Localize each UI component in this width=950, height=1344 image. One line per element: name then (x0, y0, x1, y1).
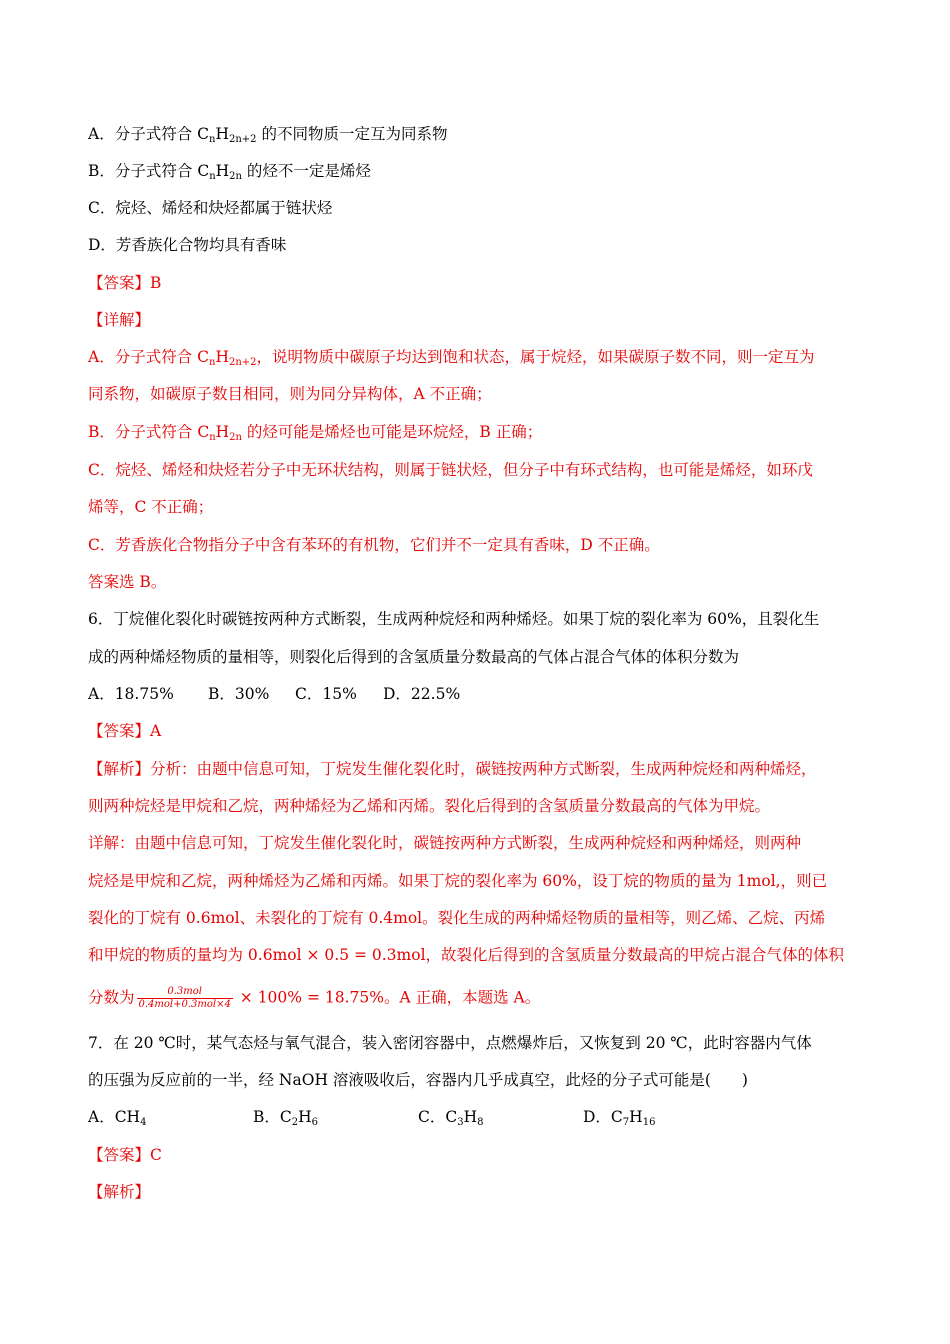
q6-answer: 【答案】A (88, 722, 162, 740)
q7-option-b: B．$C_2H_6$ (253, 1108, 319, 1128)
q5-option-b: B．分子式符合 $C_nH_{2n}$ 的烃不一定是烯烃 (88, 162, 371, 182)
q6-stem-line2: 成的两种烯烃物质的量相等，则裂化后得到的含氢质量分数最高的气体占混合气体的体积分数为 (88, 648, 740, 666)
q5-explanation-d: C．芳香族化合物指分子中含有苯环的有机物，它们并不一定具有香味，D 不正确。 (88, 536, 660, 554)
volume-fraction (137, 986, 233, 1011)
q5-conclusion: 答案选 B。 (88, 573, 167, 591)
q6-option-a: A．18.75% (88, 685, 174, 703)
q6-detail-line1: 详解：由题中信息可知，丁烷发生催化裂化时，碳链按两种方式断裂，生成两种烷烃和两种烯烃，则两种 (88, 834, 802, 852)
fraction-denominator: 0.4mol+0.3mol×4 (138, 999, 231, 1010)
q5-explanation-a-line2: 同系物，如碳原子数目相同，则为同分异构体，A 不正确； (88, 385, 492, 403)
fraction-numerator: 0.3mol (137, 986, 233, 999)
q5-option-d: D．芳香族化合物均具有香味 (88, 236, 287, 254)
q6-detail-line3: 裂化的丁烷有 0.6mol、未裂化的丁烷有 0.4mol。裂化生成的两种烯烃物质的量相等，则乙烯、乙烷、丙烯 (88, 909, 826, 927)
q6-analysis-line1: 【解析】分析：由题中信息可知，丁烷发生催化裂化时，碳链按两种方式断裂，生成两种烷烃和两种烯烃， (88, 760, 817, 778)
q7-option-c: C．$C_3H_8$ (418, 1108, 484, 1128)
q5-detail-label: 【详解】 (88, 311, 151, 329)
q5-option-c: C．烷烃、烯烃和炔烃都属于链状烃 (88, 199, 333, 217)
q5-explanation-b: B．分子式符合 $C_nH_{2n}$ 的烃可能是烯烃也可能是环烷烃，B 正确； (88, 423, 543, 443)
q6-detail-line2: 烷烃是甲烷和乙烷，两种烯烃为乙烯和丙烯。如果丁烷的裂化率为 60%，设丁烷的物质的量为 1mol,，则已 (88, 872, 828, 890)
q5-explanation-c-line2: 烯等，C 不正确； (88, 498, 214, 516)
q6-stem-line1: 6．丁烷催化裂化时碳链按两种方式断裂，生成两种烷烃和两种烯烃。如果丁烷的裂化率为 60%，且裂化生 (88, 610, 820, 628)
q6-analysis-line2: 则两种烷烃是甲烷和乙烷，两种烯烃为乙烯和丙烯。裂化后得到的含氢质量分数最高的气体为甲烷。 (88, 797, 771, 815)
q5-option-a: A．分子式符合 $C_nH_{2n+2}$ 的不同物质一定互为同系物 (88, 125, 448, 145)
q5-explanation-c-line1: C．烷烃、烯烃和炔烃若分子中无环状结构，则属于链状烃，但分子中有环式结构，也可能是烯烃，如环戊 (88, 461, 813, 479)
q7-option-d: D．$C_7H_{16}$ (583, 1108, 656, 1128)
q6-option-b: B．30% (208, 685, 270, 703)
q6-option-d: D．22.5% (383, 685, 461, 703)
q6-option-c: C．15% (295, 685, 357, 703)
q5-answer: 【答案】B (88, 274, 162, 292)
q7-stem-line2: 的压强为反应前的一半，经 NaOH 溶液吸收后，容器内几乎成真空，此烃的分子式可能是( ) (88, 1071, 748, 1089)
q7-answer: 【答案】C (88, 1146, 162, 1164)
q7-options (88, 1107, 868, 1127)
q5-explanation-a-line1: A．分子式符合 $C_nH_{2n+2}$，说明物质中碳原子均达到饱和状态，属于烷烃，如果碳原子数不同，则一定互为 (88, 348, 815, 368)
q6-analysis-label: 【解析】 (88, 760, 151, 778)
q7-option-a: A．$CH_4$ (88, 1108, 147, 1128)
q6-options (88, 684, 868, 704)
q6-detail-line4: 和甲烷的物质的量均为 0.6mol × 0.5 = 0.3mol，故裂化后得到的含氢质量分数最高的甲烷占混合气体的体积 (88, 946, 845, 964)
q7-stem-line1: 7．在 20 ℃时，某气态烃与氧气混合，装入密闭容器中，点燃爆炸后，又恢复到 20 ℃，此时容器内气体 (88, 1034, 812, 1052)
q6-detail-line5: 分数为 $\frac{\text{0.3mol}}{\text{0.4mol+0.3mol×4}}$ × 100% = 18.75%。A 正确，本题选 A。 (88, 986, 541, 1010)
q7-analysis-label: 【解析】 (88, 1183, 151, 1201)
